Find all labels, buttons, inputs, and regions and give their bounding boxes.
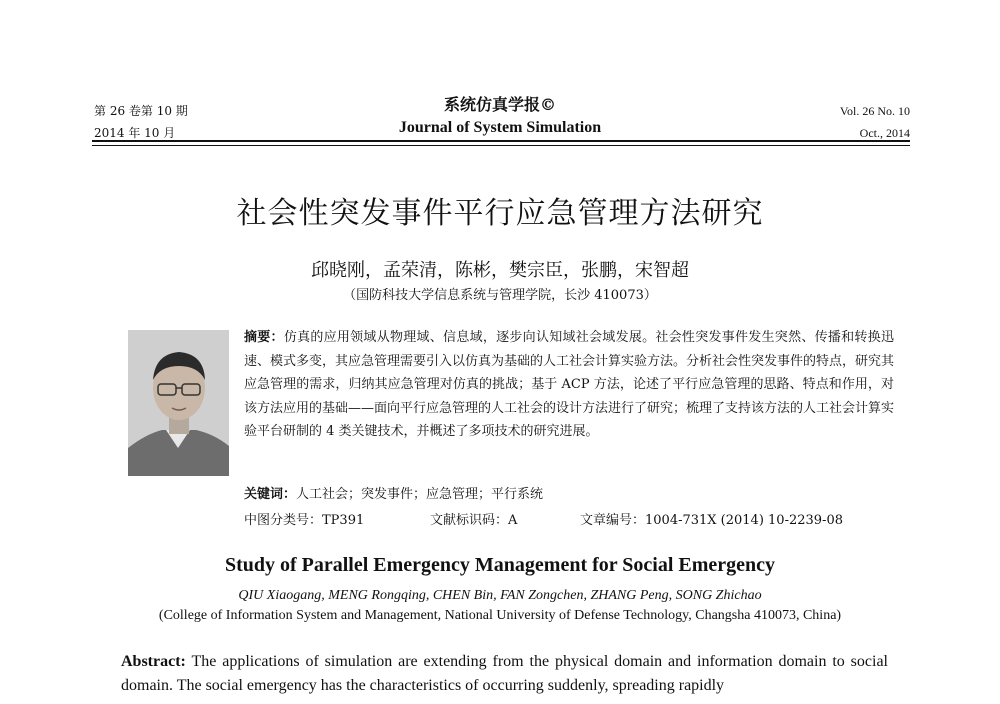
journal-title-cn: 系统仿真学报© [443,95,556,114]
clc-number: 中图分类号：TP391 [244,513,365,528]
abstract-text-cn: 仿真的应用领域从物理域、信息域，逐步向认知域社会域发展。社会性突发事件发生突然、传播和转换迅速、模式多变，其应急管理需要引入以仿真为基础的人工社会计算实验方法。分析社会性突发事件的特点，研究其应急管理的需求，归纳其应急管理对仿真的挑战；基于 ACP 方法，论述了平行应急管理的思路、特点和作用，对该方法应用的基础——面向平行应急管理的人工社会的设计方法进行了研究；梳理了支持该方法的人工社会计算实验平台研制的 4 类关键技术，并概述了多项技术的研究进展。 [244,330,895,439]
paper-title-en: Study of Parallel Emergency Management for Social Emergency [224,554,776,576]
affiliation-en: (College of Information System and Management, National University of Defense Technology, Changsha 410073, China) [158,608,842,623]
date-cn: 2014 年 10 月 [94,126,176,140]
journal-title-en: Journal of System Simulation [398,119,602,136]
affiliation-cn: （国防科技大学信息系统与管理学院，长沙 410073） [343,288,657,303]
header-rule-thick [92,140,910,142]
paper-title-cn: 社会性突发事件平行应急管理方法研究 [236,196,764,231]
abstract-text-en: The applications of simulation are extending from the physical domain and information domain to social domain. The social emergency has the characteristics of occurring suddenly, spreading rapidly [121,653,888,694]
volume-cn: 第 26 卷第 10 期 [94,104,188,118]
volume-en: Vol. 26 No. 10 [839,104,910,118]
article-number: 文章编号：1004-731X (2014) 10-2239-08 [580,513,843,528]
keywords-cn [244,484,894,506]
authors-cn: 邱晓刚，孟荣清，陈彬，樊宗臣，张鹏，宋智超 [311,260,689,281]
keywords-text-cn: 人工社会；突发事件；应急管理；平行系统 [296,487,544,502]
abstract-en [121,650,888,698]
header-rule-thin [92,145,910,146]
abstract-cn [244,326,894,444]
keywords-label-cn: 关键词： [244,487,297,502]
authors-en: QIU Xiaogang, MENG Rongqing, CHEN Bin, FAN Zongchen, ZHANG Peng, SONG Zhichao [238,588,762,603]
author-photo [128,330,229,476]
abstract-label-cn: 摘要： [244,330,284,345]
document-code: 文献标识码：A [430,513,518,528]
header-right [840,100,910,144]
author-portrait-icon [128,330,229,476]
classification-row [244,510,894,532]
abstract-label-en: Abstract: [121,653,186,670]
date-en: Oct., 2014 [859,126,910,140]
